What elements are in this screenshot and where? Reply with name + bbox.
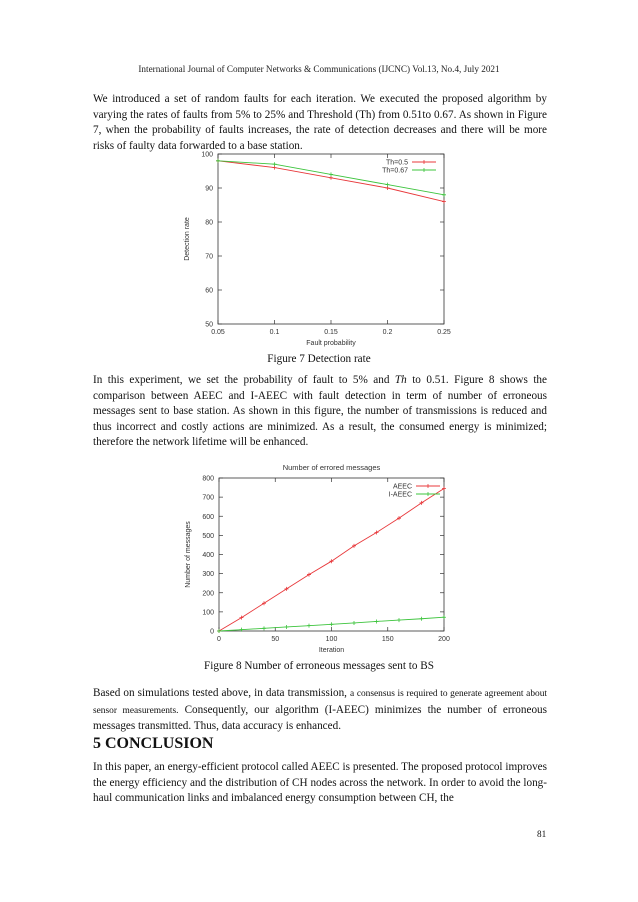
data-point	[217, 629, 221, 633]
data-point	[285, 625, 289, 629]
y-tick-label: 600	[202, 513, 214, 521]
paragraph-experiment	[93, 373, 547, 451]
paragraph-intro: We introduced a set of random faults for each iteration. We executed the proposed algorithm by varying the rates of faults from 5% to 25% and Threshold (Th) from 0.51to 0.67. As shown in Figure 7, when the probability of faults increases, the rate of detection decreases and there will be more risks of faulty data forwarded to a base station.	[93, 93, 547, 152]
data-point	[397, 618, 401, 622]
y-tick-label: 800	[202, 475, 214, 483]
paragraph-simulation-part-a: Based on simulations tested above, in data transmission,	[93, 687, 351, 699]
data-point	[442, 615, 446, 619]
y-tick-label: 50	[205, 321, 213, 329]
y-tick-label: 60	[205, 287, 213, 295]
figure-7-caption: Figure 7 Detection rate	[267, 353, 371, 365]
threshold-symbol: Th	[394, 374, 407, 386]
paragraph-simulation-part-b: Consequently, our algorithm (I-AEEC) minimizes the number of erroneous messages transmitted. Thus, data accuracy is enhanced.	[93, 703, 547, 732]
paragraph-experiment-part-b: to 0.51. Figure 8 shows the comparison between AEEC and I-AEEC with fault detection in term of number of erroneous messages sent to base station. As shown in this figure, the number of transmissions is reduced and thus incorrect and costly actions are minimized. As a result, the consumed energy is minimized; therefore the network lifetime will be enhanced.	[93, 374, 547, 448]
data-point	[329, 176, 333, 180]
paragraph-experiment-part-a: In this experiment, we set the probability of fault to 5% and	[93, 374, 395, 386]
chart-title: Number of errored messages	[282, 463, 381, 472]
y-axis-label: Detection rate	[184, 217, 191, 261]
data-point	[216, 159, 220, 163]
y-tick-label: 300	[202, 571, 214, 579]
legend-marker	[422, 168, 426, 172]
paragraph-simulation	[93, 686, 547, 735]
legend-label: Th=0.5	[386, 159, 408, 167]
detection-rate-chart	[0, 148, 638, 348]
y-tick-label: 90	[205, 185, 213, 193]
y-tick-label: 100	[201, 151, 213, 159]
paragraph-simulation-small: a consensus is required to generate agreement about sensor measurements.	[93, 689, 547, 716]
data-point	[420, 617, 424, 621]
legend-marker	[422, 160, 426, 164]
figure-8-caption: Figure 8 Number of erroneous messages sent to BS	[204, 660, 434, 672]
x-axis-label: Iteration	[318, 647, 345, 654]
data-point	[330, 622, 334, 626]
y-tick-label: 70	[205, 253, 213, 261]
x-axis-label: Fault probability	[306, 340, 356, 347]
plot-frame	[219, 478, 444, 631]
y-tick-label: 200	[202, 590, 214, 598]
legend-marker	[426, 484, 430, 488]
series-line-th-0-5	[218, 161, 444, 202]
x-tick-label: 0.2	[382, 329, 393, 336]
x-tick-label: 150	[381, 636, 394, 643]
journal-header: International Journal of Computer Networks & Communications (IJCNC) Vol.13, No.4, July 2021	[138, 64, 500, 74]
legend-label: Th=0.67	[382, 167, 408, 175]
legend-label: AEEC	[392, 483, 412, 491]
x-tick-label: 0.05	[211, 329, 225, 336]
data-point	[273, 166, 277, 170]
data-point	[352, 621, 356, 625]
errored-messages-chart	[0, 458, 638, 658]
y-tick-label: 80	[205, 219, 213, 227]
legend-marker	[426, 492, 430, 496]
x-tick-label: 50	[271, 636, 280, 643]
x-tick-label: 0.15	[324, 329, 338, 336]
y-tick-label: 700	[202, 494, 214, 502]
data-point	[442, 193, 446, 197]
data-point	[442, 200, 446, 204]
legend-label: I-AEEC	[388, 491, 412, 499]
x-tick-label: 100	[325, 636, 338, 643]
data-point	[307, 624, 311, 628]
data-point	[273, 162, 277, 166]
data-point	[329, 172, 333, 176]
x-tick-label: 0	[217, 636, 221, 643]
data-point	[375, 619, 379, 623]
page-number: 81	[537, 829, 547, 839]
data-point	[386, 186, 390, 190]
x-tick-label: 0.25	[437, 329, 451, 336]
paragraph-conclusion: In this paper, an energy-efficient protocol called AEEC is presented. The proposed protocol improves the energy efficiency and the distribution of CH nodes across the network. In order to avoid the long-haul communication links and imbalanced energy consumption between CH, the	[93, 761, 547, 804]
y-axis-label: Number of messages	[185, 521, 192, 588]
data-point	[386, 183, 390, 187]
data-point	[262, 626, 266, 630]
y-tick-label: 0	[210, 628, 214, 636]
y-tick-label: 100	[202, 609, 214, 617]
y-tick-label: 400	[202, 552, 214, 559]
x-tick-label: 200	[438, 636, 450, 643]
x-tick-label: 0.1	[269, 329, 280, 336]
section-heading-conclusion: 5 CONCLUSION	[93, 735, 214, 752]
y-tick-label: 500	[202, 532, 214, 540]
